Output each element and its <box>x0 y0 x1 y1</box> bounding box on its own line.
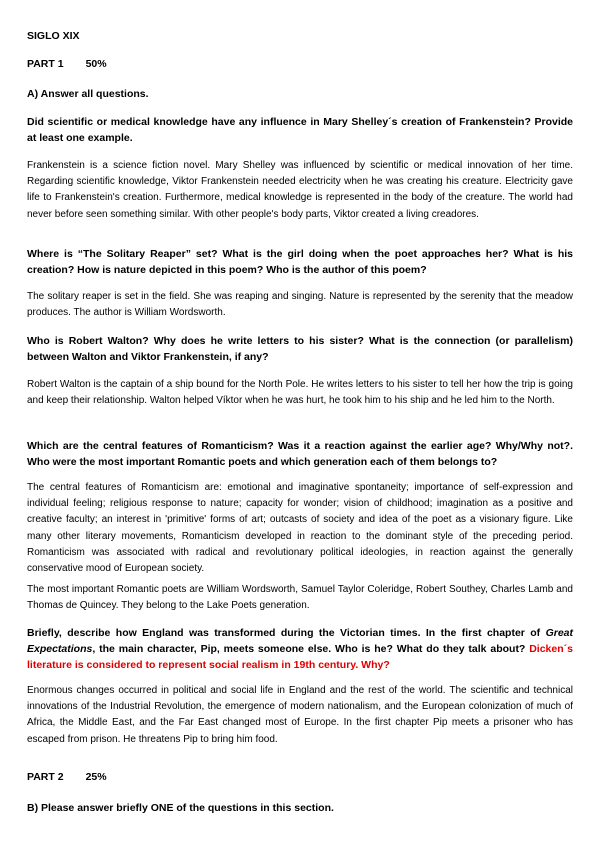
answer-4-part-1: The central features of Romanticism are: emotional and imaginative spontaneity; importance of self-expression and individual feeling; religious response to nature; capacity for wonder; vision of childhood; imagination as a positive and creative faculty; an interest in 'primitive' forms of art; outcasts of society and idea of the poet as a visionary figure. Like many other literary movements, Romanticism developed in reaction to the dominant style of the preceding period. Romanticism was associated with radical and revolutionary political ideologies, in reaction against the generally conservative mood of European society. <box>27 482 573 575</box>
question-5-highlight: Dicken´s literature is considered to represent social realism in 19th century. Why? <box>27 643 573 671</box>
part2-heading <box>27 771 573 784</box>
answer-1: Frankenstein is a science fiction novel. Mary Shelley was influenced by scientific or medical innovation of her time. Regarding scientific knowledge, Viktor Frankenstein needed electricity when he was creating his creature. Electricity gave life to Frankenstein's creation. Furthermore, medical knowledge is represented in the body of the creature. The world had never before seen something similar. With other people's body parts, Viktor created a living creadores. <box>27 160 573 220</box>
section-b-heading: B) Please answer briefly ONE of the questions in this section. <box>27 802 334 814</box>
section-a-heading: A) Answer all questions. <box>27 88 149 100</box>
question-2: Where is “The Solitary Reaper” set? What is the girl doing when the poet approaches her? What is his creation? How is nature depicted in this poem? Who is the author of this poem? <box>27 248 573 276</box>
answer-4-part-2: The most important Romantic poets are William Wordsworth, Samuel Taylor Coleridge, Robert Southey, Charles Lamb and Thomas de Quincey. They belong to the Lake Poets generation. <box>27 584 573 612</box>
part2-label: PART 2 <box>27 771 64 783</box>
question-1: Did scientific or medical knowledge have any influence in Mary Shelley´s creation of Frankenstein? Provide at least one example. <box>27 116 573 144</box>
answer-5: Enormous changes occurred in political and social life in England and the rest of the world. The scientific and technical innovations of the Industrial Revolution, the emergence of modern nationalism, and the European colonization of much of Africa, the Middle East, and the Far East changed most of Europe. In the first chapter Pip meets a prisoner who has escaped from prison. He threatens Pip to bring him food. <box>27 685 573 745</box>
doc-title: SIGLO XIX <box>27 30 80 42</box>
answer-3: Robert Walton is the captain of a ship bound for the North Pole. He writes letters to his sister to tell her how the trip is going and keep their relationship. Walton helped Víktor when he was hurt, he took him to his ship and he led him to the North. <box>27 379 573 407</box>
question-5-text: Briefly, describe how England was transformed during the Victorian times. In the first chapter of <box>27 627 546 639</box>
part1-heading <box>27 58 573 71</box>
question-3: Who is Robert Walton? Why does he write letters to his sister? What is the connection (or parallelism) between Walton and Viktor Frankenstein, if any? <box>27 335 573 363</box>
question-5 <box>27 625 573 673</box>
answer-2: The solitary reaper is set in the field. She was reaping and singing. Nature is represented by the serenity that the meadow produces. The author is William Wordsworth. <box>27 291 573 319</box>
part2-weight: 25% <box>85 771 107 783</box>
part1-label: PART 1 <box>27 58 64 70</box>
book-title: Great Expectations <box>27 627 573 655</box>
part1-weight: 50% <box>85 58 107 70</box>
question-4: Which are the central features of Romanticism? Was it a reaction against the earlier age? Why/Why not?. Who were the most important Romantic poets and which generation each of them belongs to? <box>27 440 573 468</box>
question-5-text-continued: , the main character, Pip, meets someone else. Who is he? What do they talk about? <box>92 643 526 655</box>
